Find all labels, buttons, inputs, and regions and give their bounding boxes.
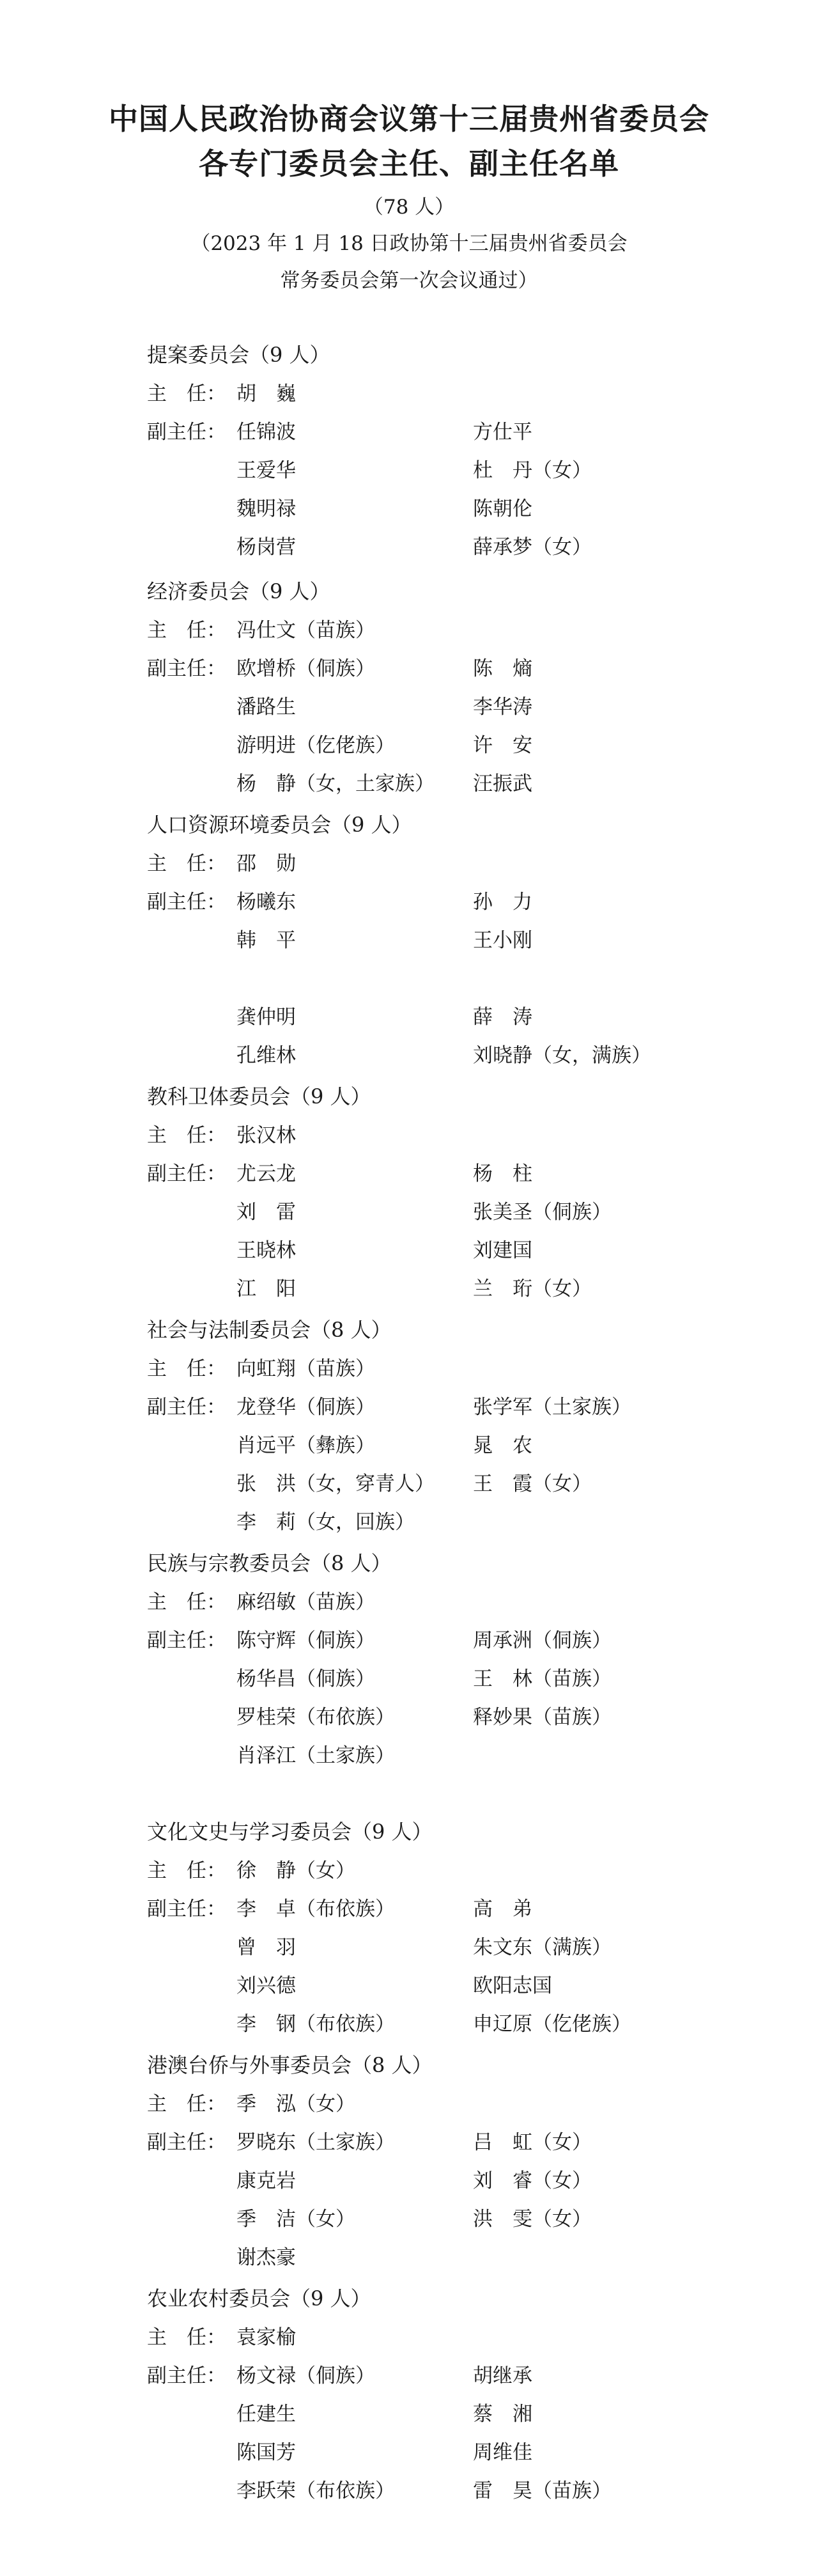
vice-chair-name: 王 林（苗族） [473, 1667, 612, 1690]
vice-chair-name: 李 莉（女，回族） [236, 1511, 415, 1534]
member-row [0, 1854, 818, 1886]
vice-chair-name: 刘 雷 [236, 1201, 296, 1224]
vice-chair-name: 肖泽江（土家族） [236, 1744, 395, 1767]
committee-section [0, 809, 818, 1065]
vice-chair-name: 陈守辉（侗族） [236, 1629, 375, 1652]
member-row [0, 767, 818, 799]
vice-chair-name: 尤云龙 [236, 1162, 296, 1185]
vice-chair-name: 王 霞（女） [473, 1472, 592, 1495]
member-row [0, 847, 818, 879]
vice-chair-name: 杨岗营 [236, 536, 296, 559]
vice-chair-name: 任锦波 [236, 421, 296, 444]
chair-label: 主 任： [147, 1859, 226, 1882]
vice-chair-name: 薛 涛 [473, 1006, 532, 1029]
member-row [0, 1001, 818, 1033]
vice-chair-name: 胡继承 [473, 2364, 532, 2387]
vice-chair-name: 吕 虹（女） [473, 2131, 592, 2154]
vice-chair-name: 江 阳 [236, 1277, 296, 1300]
member-row [0, 691, 818, 722]
member-row [0, 1352, 818, 1384]
member-row [0, 377, 818, 409]
member-row [0, 1391, 818, 1423]
vice-chair-name: 杨 静（女，土家族） [236, 772, 435, 795]
vice-chair-name: 李 钢（布依族） [236, 2013, 395, 2036]
vice-chair-name: 刘兴德 [236, 1974, 296, 1997]
vice-chair-name: 兰 珩（女） [473, 1277, 592, 1300]
committee-title: 民族与宗教委员会（8 人） [147, 1551, 392, 1575]
document-title-line-2: 各专门委员会主任、副主任名单 [199, 146, 619, 181]
vice-chair-name: 洪 雯（女） [473, 2208, 592, 2231]
committee-section [0, 1081, 818, 1336]
member-row [0, 1196, 818, 1228]
vice-chair-name: 杨曦东 [236, 891, 296, 914]
committee-title: 港澳台侨与外事委员会（8 人） [147, 2053, 433, 2077]
member-row [0, 1429, 818, 1461]
committee-title: 人口资源环境委员会（9 人） [147, 813, 412, 837]
committee-title: 提案委员会（9 人） [147, 343, 330, 367]
chair-label: 主 任： [147, 2326, 226, 2349]
member-row [0, 454, 818, 486]
vice-chair-name: 潘路生 [236, 696, 296, 719]
vice-chair-name: 曾 羽 [236, 1936, 296, 1959]
committee-section [0, 2049, 818, 2305]
vice-chair-name: 刘建国 [473, 1239, 532, 1262]
vice-chair-name: 李华涛 [473, 696, 532, 719]
member-row [0, 1969, 818, 2001]
vice-chair-label: 副主任： [147, 1162, 226, 1185]
vice-chair-name: 康克岩 [236, 2169, 296, 2192]
chair-name: 张汉林 [236, 1124, 296, 1147]
committee-section [0, 1816, 818, 2072]
vice-chair-label: 副主任： [147, 421, 226, 444]
vice-chair-name: 张学军（土家族） [473, 1396, 631, 1419]
chair-name: 季 泓（女） [236, 2093, 355, 2116]
chair-name: 徐 静（女） [236, 1859, 355, 1882]
vice-chair-name: 张 洪（女，穿青人） [236, 1472, 435, 1495]
vice-chair-name: 王晓林 [236, 1239, 296, 1262]
committee-section [0, 339, 818, 595]
member-row [0, 2008, 818, 2040]
member-row [0, 2436, 818, 2468]
vice-chair-name: 许 安 [473, 734, 532, 757]
member-row [0, 1586, 818, 1618]
vice-chair-name: 欧阳志国 [473, 1974, 552, 1997]
chair-name: 胡 巍 [236, 382, 296, 405]
vice-chair-name: 罗晓东（土家族） [236, 2131, 395, 2154]
member-row [0, 1467, 818, 1499]
vice-chair-name: 杨 柱 [473, 1162, 532, 1185]
vice-chair-name: 陈朝伦 [473, 497, 532, 520]
member-row [0, 924, 818, 956]
vice-chair-name: 周承洲（侗族） [473, 1629, 612, 1652]
member-row [0, 1931, 818, 1963]
approval-note-line-1: （2023 年 1 月 18 日政协第十三届贵州省委员会 [190, 232, 628, 255]
chair-name: 麻绍敏（苗族） [236, 1591, 375, 1614]
committee-title: 经济委员会（9 人） [147, 579, 330, 604]
vice-chair-label: 副主任： [147, 891, 226, 914]
member-row [0, 2474, 818, 2506]
member-row [0, 2088, 818, 2119]
member-row [0, 1662, 818, 1694]
member-row [0, 1272, 818, 1304]
vice-chair-label: 副主任： [147, 1396, 226, 1419]
member-row [0, 2126, 818, 2158]
vice-chair-name: 魏明禄 [236, 497, 296, 520]
committee-section [0, 2283, 818, 2538]
member-row [0, 2241, 818, 2273]
committee-title: 文化文史与学习委员会（9 人） [147, 1820, 433, 1844]
vice-chair-name: 申辽原（仡佬族） [473, 2013, 631, 2036]
chair-label: 主 任： [147, 1591, 226, 1614]
chair-name: 冯仕文（苗族） [236, 619, 375, 642]
vice-chair-label: 副主任： [147, 1898, 226, 1921]
vice-chair-label: 副主任： [147, 2131, 226, 2154]
chair-label: 主 任： [147, 619, 226, 642]
vice-chair-label: 副主任： [147, 2364, 226, 2387]
vice-chair-name: 陈国芳 [236, 2441, 296, 2464]
vice-chair-name: 王小刚 [473, 929, 532, 952]
vice-chair-name: 刘晓静（女，满族） [473, 1044, 651, 1067]
document-title-line-1: 中国人民政治协商会议第十三届贵州省委员会 [109, 102, 709, 136]
vice-chair-name: 陈 熵 [473, 657, 532, 680]
vice-chair-name: 龙登华（侗族） [236, 1396, 375, 1419]
member-row [0, 1039, 818, 1071]
chair-label: 主 任： [147, 1357, 226, 1380]
vice-chair-label: 副主任： [147, 1629, 226, 1652]
vice-chair-name: 李跃荣（布依族） [236, 2479, 395, 2502]
vice-chair-name: 高 弟 [473, 1898, 532, 1921]
member-row [0, 1624, 818, 1656]
vice-chair-name: 王爱华 [236, 459, 296, 482]
member-row [0, 2359, 818, 2391]
chair-label: 主 任： [147, 1124, 226, 1147]
vice-chair-name: 刘 睿（女） [473, 2169, 592, 2192]
vice-chair-name: 杨文禄（侗族） [236, 2364, 375, 2387]
member-row [0, 1119, 818, 1151]
vice-chair-name: 杨华昌（侗族） [236, 1667, 375, 1690]
member-row [0, 531, 818, 563]
vice-chair-name: 龚仲明 [236, 1006, 296, 1029]
member-row [0, 729, 818, 761]
vice-chair-name: 游明进（仡佬族） [236, 734, 395, 757]
member-row [0, 1893, 818, 1924]
member-row [0, 2203, 818, 2235]
vice-chair-name: 周维佳 [473, 2441, 532, 2464]
member-row [0, 886, 818, 917]
committee-section [0, 575, 818, 831]
vice-chair-name: 李 卓（布依族） [236, 1898, 395, 1921]
member-row [0, 1701, 818, 1733]
member-row [0, 1506, 818, 1538]
vice-chair-name: 晁 农 [473, 1434, 532, 1457]
member-row [0, 1739, 818, 1771]
chair-label: 主 任： [147, 852, 226, 875]
vice-chair-name: 罗桂荣（布依族） [236, 1706, 395, 1729]
committee-section [0, 1547, 818, 1803]
member-row [0, 1157, 818, 1189]
vice-chair-name: 欧增桥（侗族） [236, 657, 375, 680]
vice-chair-name: 季 洁（女） [236, 2208, 355, 2231]
member-row [0, 614, 818, 646]
vice-chair-name: 杜 丹（女） [473, 459, 592, 482]
member-row [0, 1234, 818, 1266]
committee-section [0, 1314, 818, 1570]
vice-chair-name: 雷 昊（苗族） [473, 2479, 612, 2502]
vice-chair-name: 任建生 [236, 2403, 296, 2426]
member-row [0, 2164, 818, 2196]
member-row [0, 492, 818, 524]
member-row [0, 652, 818, 684]
committee-title: 农业农村委员会（9 人） [147, 2286, 371, 2311]
member-row [0, 2321, 818, 2353]
vice-chair-name: 汪振武 [473, 772, 532, 795]
committee-title: 教科卫体委员会（9 人） [147, 1084, 371, 1109]
vice-chair-name: 孔维林 [236, 1044, 296, 1067]
vice-chair-name: 薛承梦（女） [473, 536, 592, 559]
member-count: （78 人） [363, 196, 455, 219]
approval-note-line-2: 常务委员会第一次会议通过） [280, 269, 538, 292]
vice-chair-name: 孙 力 [473, 891, 532, 914]
vice-chair-name: 方仕平 [473, 421, 532, 444]
vice-chair-name: 释妙果（苗族） [473, 1706, 612, 1729]
chair-label: 主 任： [147, 382, 226, 405]
member-row [0, 416, 818, 448]
vice-chair-name: 蔡 湘 [473, 2403, 532, 2426]
committee-title: 社会与法制委员会（8 人） [147, 1318, 392, 1342]
vice-chair-name: 韩 平 [236, 929, 296, 952]
vice-chair-name: 张美圣（侗族） [473, 1201, 612, 1224]
chair-name: 袁家榆 [236, 2326, 296, 2349]
vice-chair-name: 朱文东（满族） [473, 1936, 612, 1959]
member-row [0, 2398, 818, 2430]
vice-chair-label: 副主任： [147, 657, 226, 680]
member-row [0, 962, 818, 994]
chair-name: 邵 勋 [236, 852, 296, 875]
chair-label: 主 任： [147, 2093, 226, 2116]
vice-chair-name: 谢杰豪 [236, 2246, 296, 2269]
chair-name: 向虹翔（苗族） [236, 1357, 375, 1380]
vice-chair-name: 肖远平（彝族） [236, 1434, 375, 1457]
